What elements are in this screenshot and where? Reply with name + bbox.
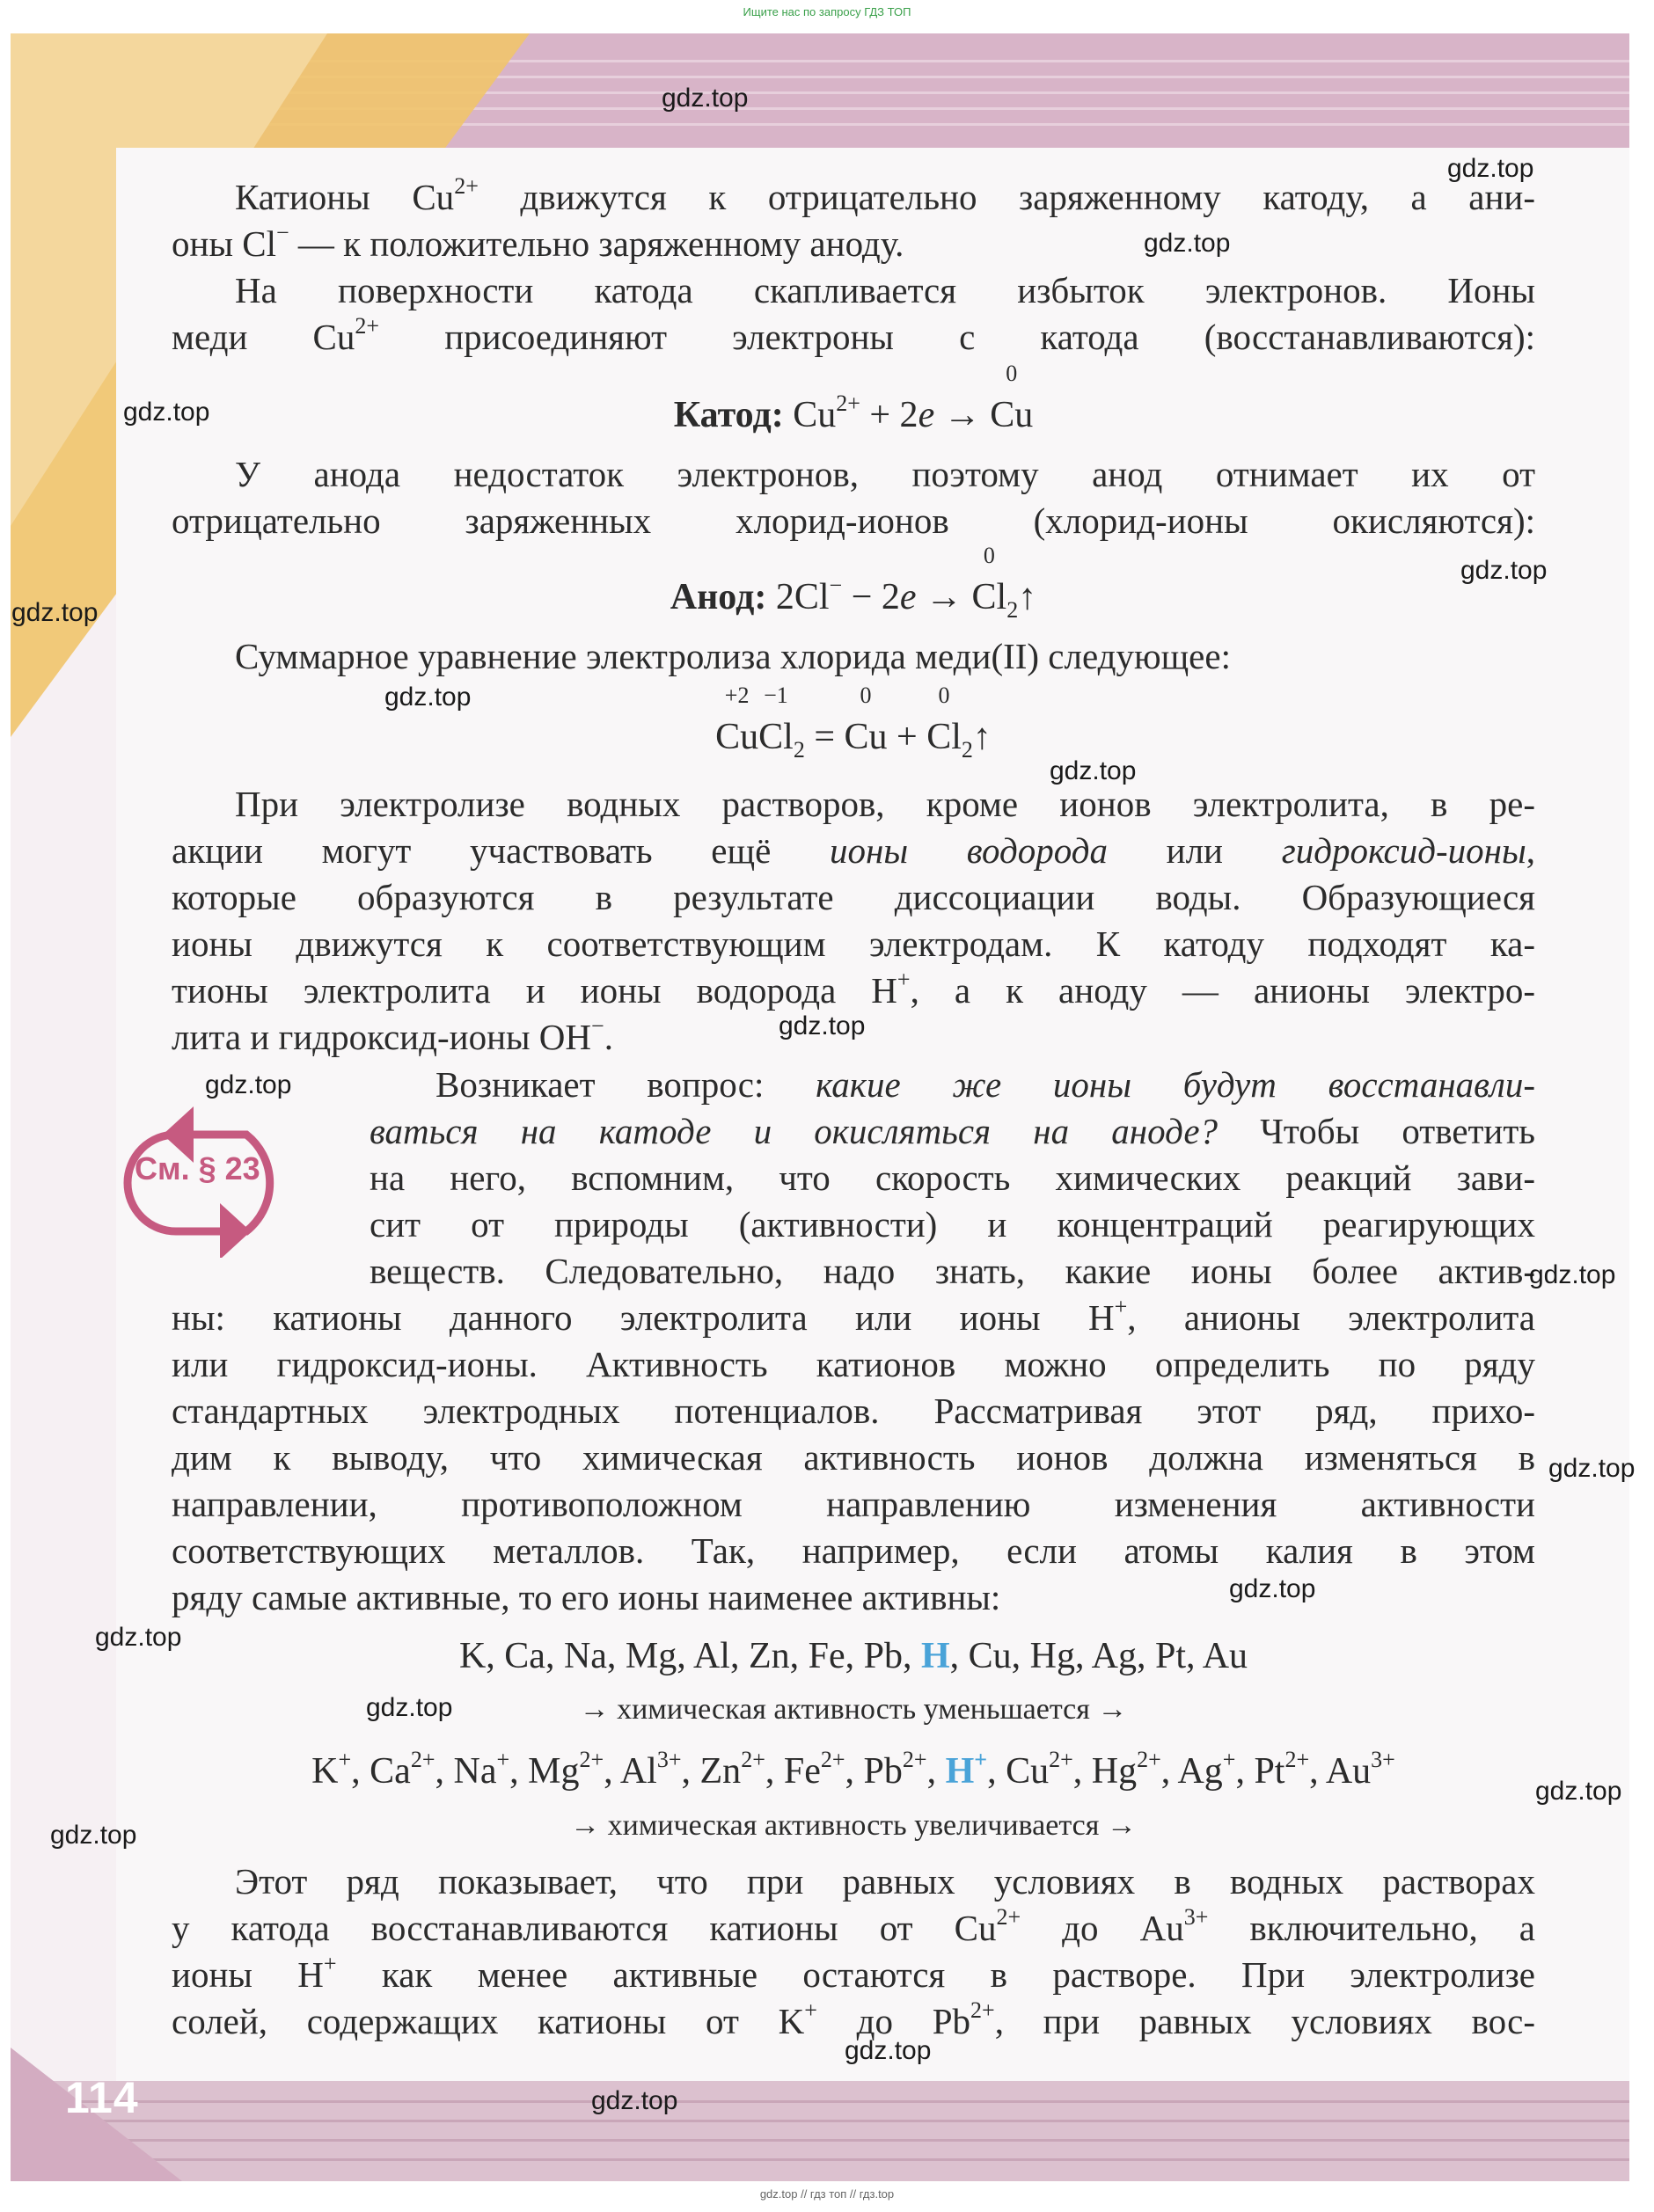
text-line: лита и гидроксид-ионы OH−. bbox=[172, 1013, 613, 1057]
text-line: соответствующих металлов. Так, например, если атомы калия в этом bbox=[172, 1530, 1535, 1571]
section-reference-badge[interactable] bbox=[92, 1099, 330, 1258]
text-line: Этот ряд показывает, что при равных условиях в водных растворах bbox=[235, 1861, 1535, 1902]
text-line: Возникает вопрос: какие же ионы будут восстанавли- bbox=[435, 1064, 1536, 1105]
watermark: gdz.top bbox=[845, 2036, 932, 2065]
text-line: тионы электролита и ионы водорода H+, а к аноду — анионы электро- bbox=[172, 967, 1536, 1011]
watermark: gdz.top bbox=[123, 398, 210, 427]
ions-caption: → химическая активность увеличивается → bbox=[570, 1809, 1137, 1842]
metal-activity-series: K, Ca, Na, Mg, Al, Zn, Fe, Pb, H, Cu, Hg, Ag, Pt, Au bbox=[458, 1636, 1248, 1676]
watermark: gdz.top bbox=[662, 84, 749, 113]
watermark: gdz.top bbox=[1460, 556, 1548, 585]
watermark: gdz.top bbox=[1548, 1454, 1636, 1483]
text-line: отрицательно заряженных хлорид-ионов (хлорид-ионы окисляются): bbox=[172, 500, 1535, 541]
text-line: стандартных электродных потенциалов. Рассматривая этот ряд, прихо- bbox=[172, 1391, 1535, 1431]
text-line: ионы H+ как менее активные остаются в растворе. При электролизе bbox=[172, 1951, 1535, 1995]
summary-equation: +2 Cu −1 $Cl_2$ = 0 Cu + 0 $Cl_2↑$ bbox=[715, 683, 992, 763]
text-line: При электролизе водных растворов, кроме ионов электролита, в ре- bbox=[235, 784, 1535, 824]
text-line: У анода недостаток электронов, поэтому анод отнимает их от bbox=[235, 454, 1535, 494]
page-number: 114 bbox=[65, 2073, 139, 2122]
text-line: ионы движутся к соответствующим электродам. К катоду подходят ка- bbox=[172, 923, 1535, 964]
text-line: Суммарное уравнение электролиза хлорида меди(II) следующее: bbox=[235, 636, 1231, 676]
footer-note: gdz.top // гдз топ // гдз.top bbox=[759, 2187, 895, 2201]
watermark: gdz.top bbox=[1535, 1777, 1622, 1806]
watermark: gdz.top bbox=[1050, 756, 1137, 785]
header-note: Ищите нас по запросу ГДЗ ТОП bbox=[743, 5, 911, 18]
watermark: gdz.top bbox=[205, 1070, 292, 1099]
watermark: gdz.top bbox=[1229, 1574, 1316, 1603]
watermark: gdz.top bbox=[779, 1011, 866, 1040]
section-reference-label: См. § 23 bbox=[135, 1150, 260, 1186]
bottom-decor-band bbox=[11, 2081, 1629, 2181]
watermark: gdz.top bbox=[384, 683, 472, 712]
text-line: направлении, противоположном направлению изменения активности bbox=[172, 1484, 1535, 1524]
text-line: На поверхности катода скапливается избыток электронов. Ионы bbox=[235, 270, 1535, 310]
text-line: оны Cl− — к положительно заряженному аноду. bbox=[172, 220, 904, 264]
text-line: Катионы $Cu^{2+}$ движутся к отрицательно заряженному катоду, а ани- bbox=[235, 173, 1535, 217]
text-line: акции могут участвовать ещё ионы водорода или гидроксид-ионы, bbox=[172, 830, 1536, 871]
text-line: ряду самые активные, то его ионы наименее активны: bbox=[172, 1577, 1001, 1617]
anode-equation: Анод: 2Cl− − 2e → 0 $Cl_2↑$ bbox=[670, 543, 1037, 623]
watermark: gdz.top bbox=[591, 2086, 678, 2115]
text-line: сит от природы (активности) и концентраций реагирующих bbox=[370, 1204, 1535, 1245]
cathode-equation: Катод: $Cu^{2+} + 2e$ → 0 Cu bbox=[673, 361, 1034, 435]
text-line: на него, вспомним, что скорость химических реакций зави- bbox=[370, 1157, 1535, 1198]
ion-activity-series: K+, $Ca^{2+}$, Na+, $Mg^{2+}$, $Al^{3+}$, $Zn^{2+}$, $Fe^{2+}$, $Pb^{2+}$, H+, $Cu^{2+}$, $Hg^{2+}$, Ag+, $Pt^{2+}$, $Au^{3+}$ bbox=[311, 1747, 1395, 1792]
text-line: которые образуются в результате диссоциации воды. Образующиеся bbox=[172, 877, 1535, 917]
watermark: gdz.top bbox=[11, 598, 99, 627]
watermark: gdz.top bbox=[1144, 229, 1231, 258]
text-line: дим к выводу, что химическая активность ионов должна изменяться в bbox=[172, 1437, 1535, 1478]
text-line: ны: катионы данного электролита или ионы H+, анионы электролита bbox=[172, 1294, 1536, 1338]
watermark: gdz.top bbox=[366, 1693, 453, 1722]
text-line: ваться на катоде и окисляться на аноде? Чтобы ответить bbox=[370, 1111, 1535, 1151]
watermark: gdz.top bbox=[1529, 1260, 1616, 1289]
text-line: у катода восстанавливаются катионы от $Cu^{2+}$ до $Au^{3+}$ включительно, а bbox=[172, 1904, 1535, 1948]
text-line: или гидроксид-ионы. Активность катионов можно определить по ряду bbox=[172, 1344, 1535, 1384]
text-line: меди $Cu^{2+}$ присоединяют электроны с катода (восстанавливаются): bbox=[172, 313, 1535, 357]
text-line: веществ. Следовательно, надо знать, какие ионы более актив- bbox=[370, 1251, 1535, 1291]
metals-caption: → химическая активность уменьшается → bbox=[579, 1693, 1128, 1726]
text-line: солей, содержащих катионы от K+ до $Pb^{2+}$, при равных условиях вос- bbox=[172, 1997, 1535, 2041]
watermark: gdz.top bbox=[95, 1623, 182, 1652]
watermark: gdz.top bbox=[1447, 154, 1534, 183]
watermark: gdz.top bbox=[50, 1821, 137, 1850]
